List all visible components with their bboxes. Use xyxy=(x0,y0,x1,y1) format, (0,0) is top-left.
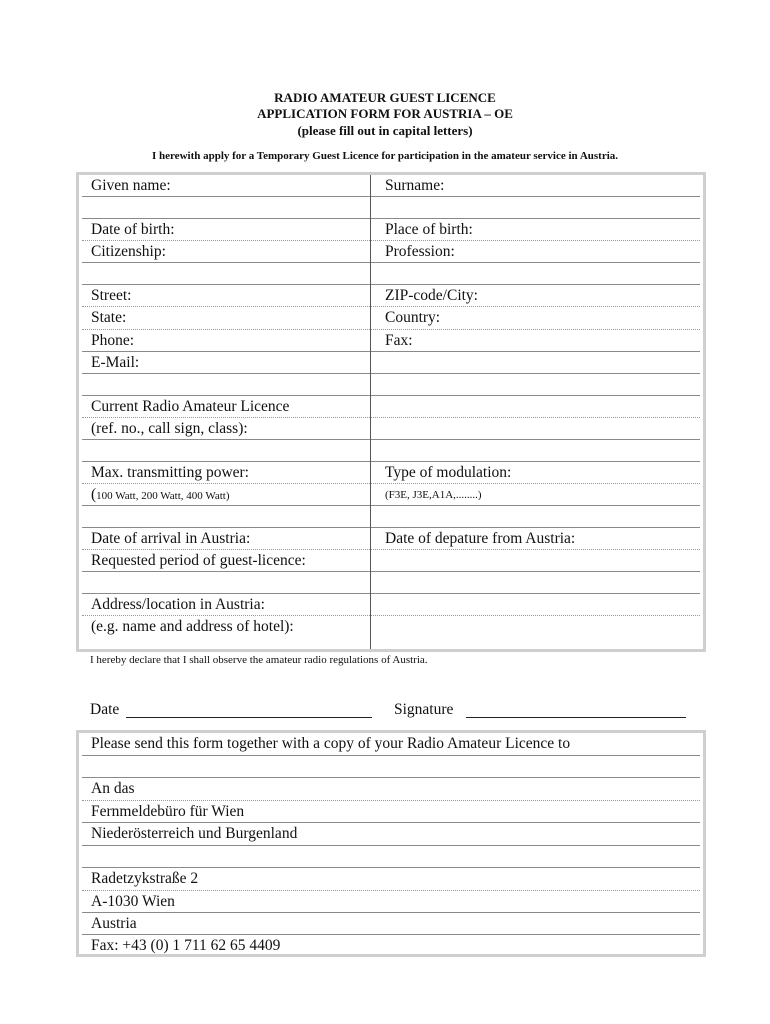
address-line-4: Radetzykstraße 2 xyxy=(91,870,199,887)
form-row-blank xyxy=(82,374,700,396)
form-row xyxy=(82,219,700,241)
form-row xyxy=(82,550,700,572)
address-row xyxy=(82,733,700,756)
address-line-5: A-1030 Wien xyxy=(91,893,175,910)
form-row xyxy=(82,528,700,550)
surname-field[interactable]: Surname: xyxy=(385,177,445,194)
fax-field[interactable]: Fax: xyxy=(385,332,413,349)
form-instruction: (please fill out in capital letters) xyxy=(297,123,473,138)
phone-field[interactable]: Phone: xyxy=(91,332,135,349)
address-row xyxy=(82,913,700,935)
place-of-birth-field[interactable]: Place of birth: xyxy=(385,221,473,238)
form-row-blank xyxy=(82,506,700,528)
profession-field[interactable]: Profession: xyxy=(385,243,455,260)
email-field[interactable]: E-Mail: xyxy=(91,354,140,371)
application-form-table xyxy=(76,172,706,652)
form-row-blank xyxy=(82,197,700,219)
power-examples-text: 100 Watt, 200 Watt, 400 Watt) xyxy=(96,490,230,502)
modulation-field[interactable]: Type of modulation: xyxy=(385,464,512,481)
address-row-blank xyxy=(82,756,700,778)
date-arrival-field[interactable]: Date of arrival in Austria: xyxy=(91,530,251,547)
signature-label: Signature xyxy=(394,701,454,718)
address-line-6: Austria xyxy=(91,915,137,932)
address-row-blank xyxy=(82,846,700,868)
licence-ref-field[interactable]: (ref. no., call sign, class): xyxy=(91,420,248,437)
date-of-birth-field[interactable]: Date of birth: xyxy=(91,221,175,238)
signature-row xyxy=(90,700,690,722)
intro-text: I herewith apply for a Temporary Guest Licence for participation in the amateur service in Austria. xyxy=(151,150,619,162)
date-label: Date xyxy=(90,701,120,718)
form-row-blank xyxy=(82,263,700,285)
form-row xyxy=(82,396,700,418)
country-field[interactable]: Country: xyxy=(385,309,441,326)
send-instruction: Please send this form together with a copy of your Radio Amateur Licence to xyxy=(91,735,571,752)
form-row-blank xyxy=(82,572,700,594)
form-row xyxy=(82,616,700,649)
address-row xyxy=(82,935,700,954)
form-row xyxy=(82,241,700,263)
fax-number: Fax: +43 (0) 1 711 62 65 4409 xyxy=(91,937,281,954)
form-row xyxy=(82,285,700,307)
current-licence-label: Current Radio Amateur Licence xyxy=(91,398,290,415)
address-austria-label: Address/location in Austria: xyxy=(91,596,265,613)
form-row xyxy=(82,175,700,197)
address-row xyxy=(82,891,700,913)
signature-line[interactable] xyxy=(466,717,686,718)
form-subtitle: APPLICATION FORM FOR AUSTRIA – OE xyxy=(257,106,513,121)
address-row xyxy=(82,823,700,846)
max-power-field[interactable]: Max. transmitting power: xyxy=(91,464,249,481)
address-row xyxy=(82,778,700,801)
power-examples xyxy=(82,484,383,505)
address-row xyxy=(82,868,700,891)
form-title: RADIO AMATEUR GUEST LICENCE xyxy=(274,90,496,105)
mailing-address-table xyxy=(76,730,706,957)
address-row xyxy=(82,801,700,823)
requested-period-field[interactable]: Requested period of guest-licence: xyxy=(91,552,306,569)
form-row xyxy=(82,330,700,352)
date-line[interactable] xyxy=(126,717,372,718)
zip-city-field[interactable]: ZIP-code/City: xyxy=(385,287,478,304)
form-row-blank xyxy=(82,440,700,462)
modulation-examples: (F3E, J3E,A1A,........) xyxy=(385,489,482,501)
form-row xyxy=(82,462,700,484)
form-row xyxy=(82,307,700,330)
state-field[interactable]: State: xyxy=(91,309,127,326)
column-divider xyxy=(370,175,371,649)
given-name-field[interactable]: Given name: xyxy=(91,177,171,194)
date-departure-field[interactable]: Date of depature from Austria: xyxy=(385,530,576,547)
address-line-1: An das xyxy=(91,780,135,797)
street-field[interactable]: Street: xyxy=(91,287,132,304)
declaration-text: I hereby declare that I shall observe the amateur radio regulations of Austria. xyxy=(90,654,428,666)
power-examples-paren: ( xyxy=(91,486,97,503)
address-line-2: Fernmeldebüro für Wien xyxy=(91,803,245,820)
form-row xyxy=(82,594,700,616)
citizenship-field[interactable]: Citizenship: xyxy=(91,243,166,260)
form-row xyxy=(82,418,700,440)
address-line-3: Niederösterreich und Burgenland xyxy=(91,825,298,842)
address-example-field[interactable]: (e.g. name and address of hotel): xyxy=(91,618,294,635)
form-row xyxy=(82,352,700,374)
form-row xyxy=(82,484,700,506)
